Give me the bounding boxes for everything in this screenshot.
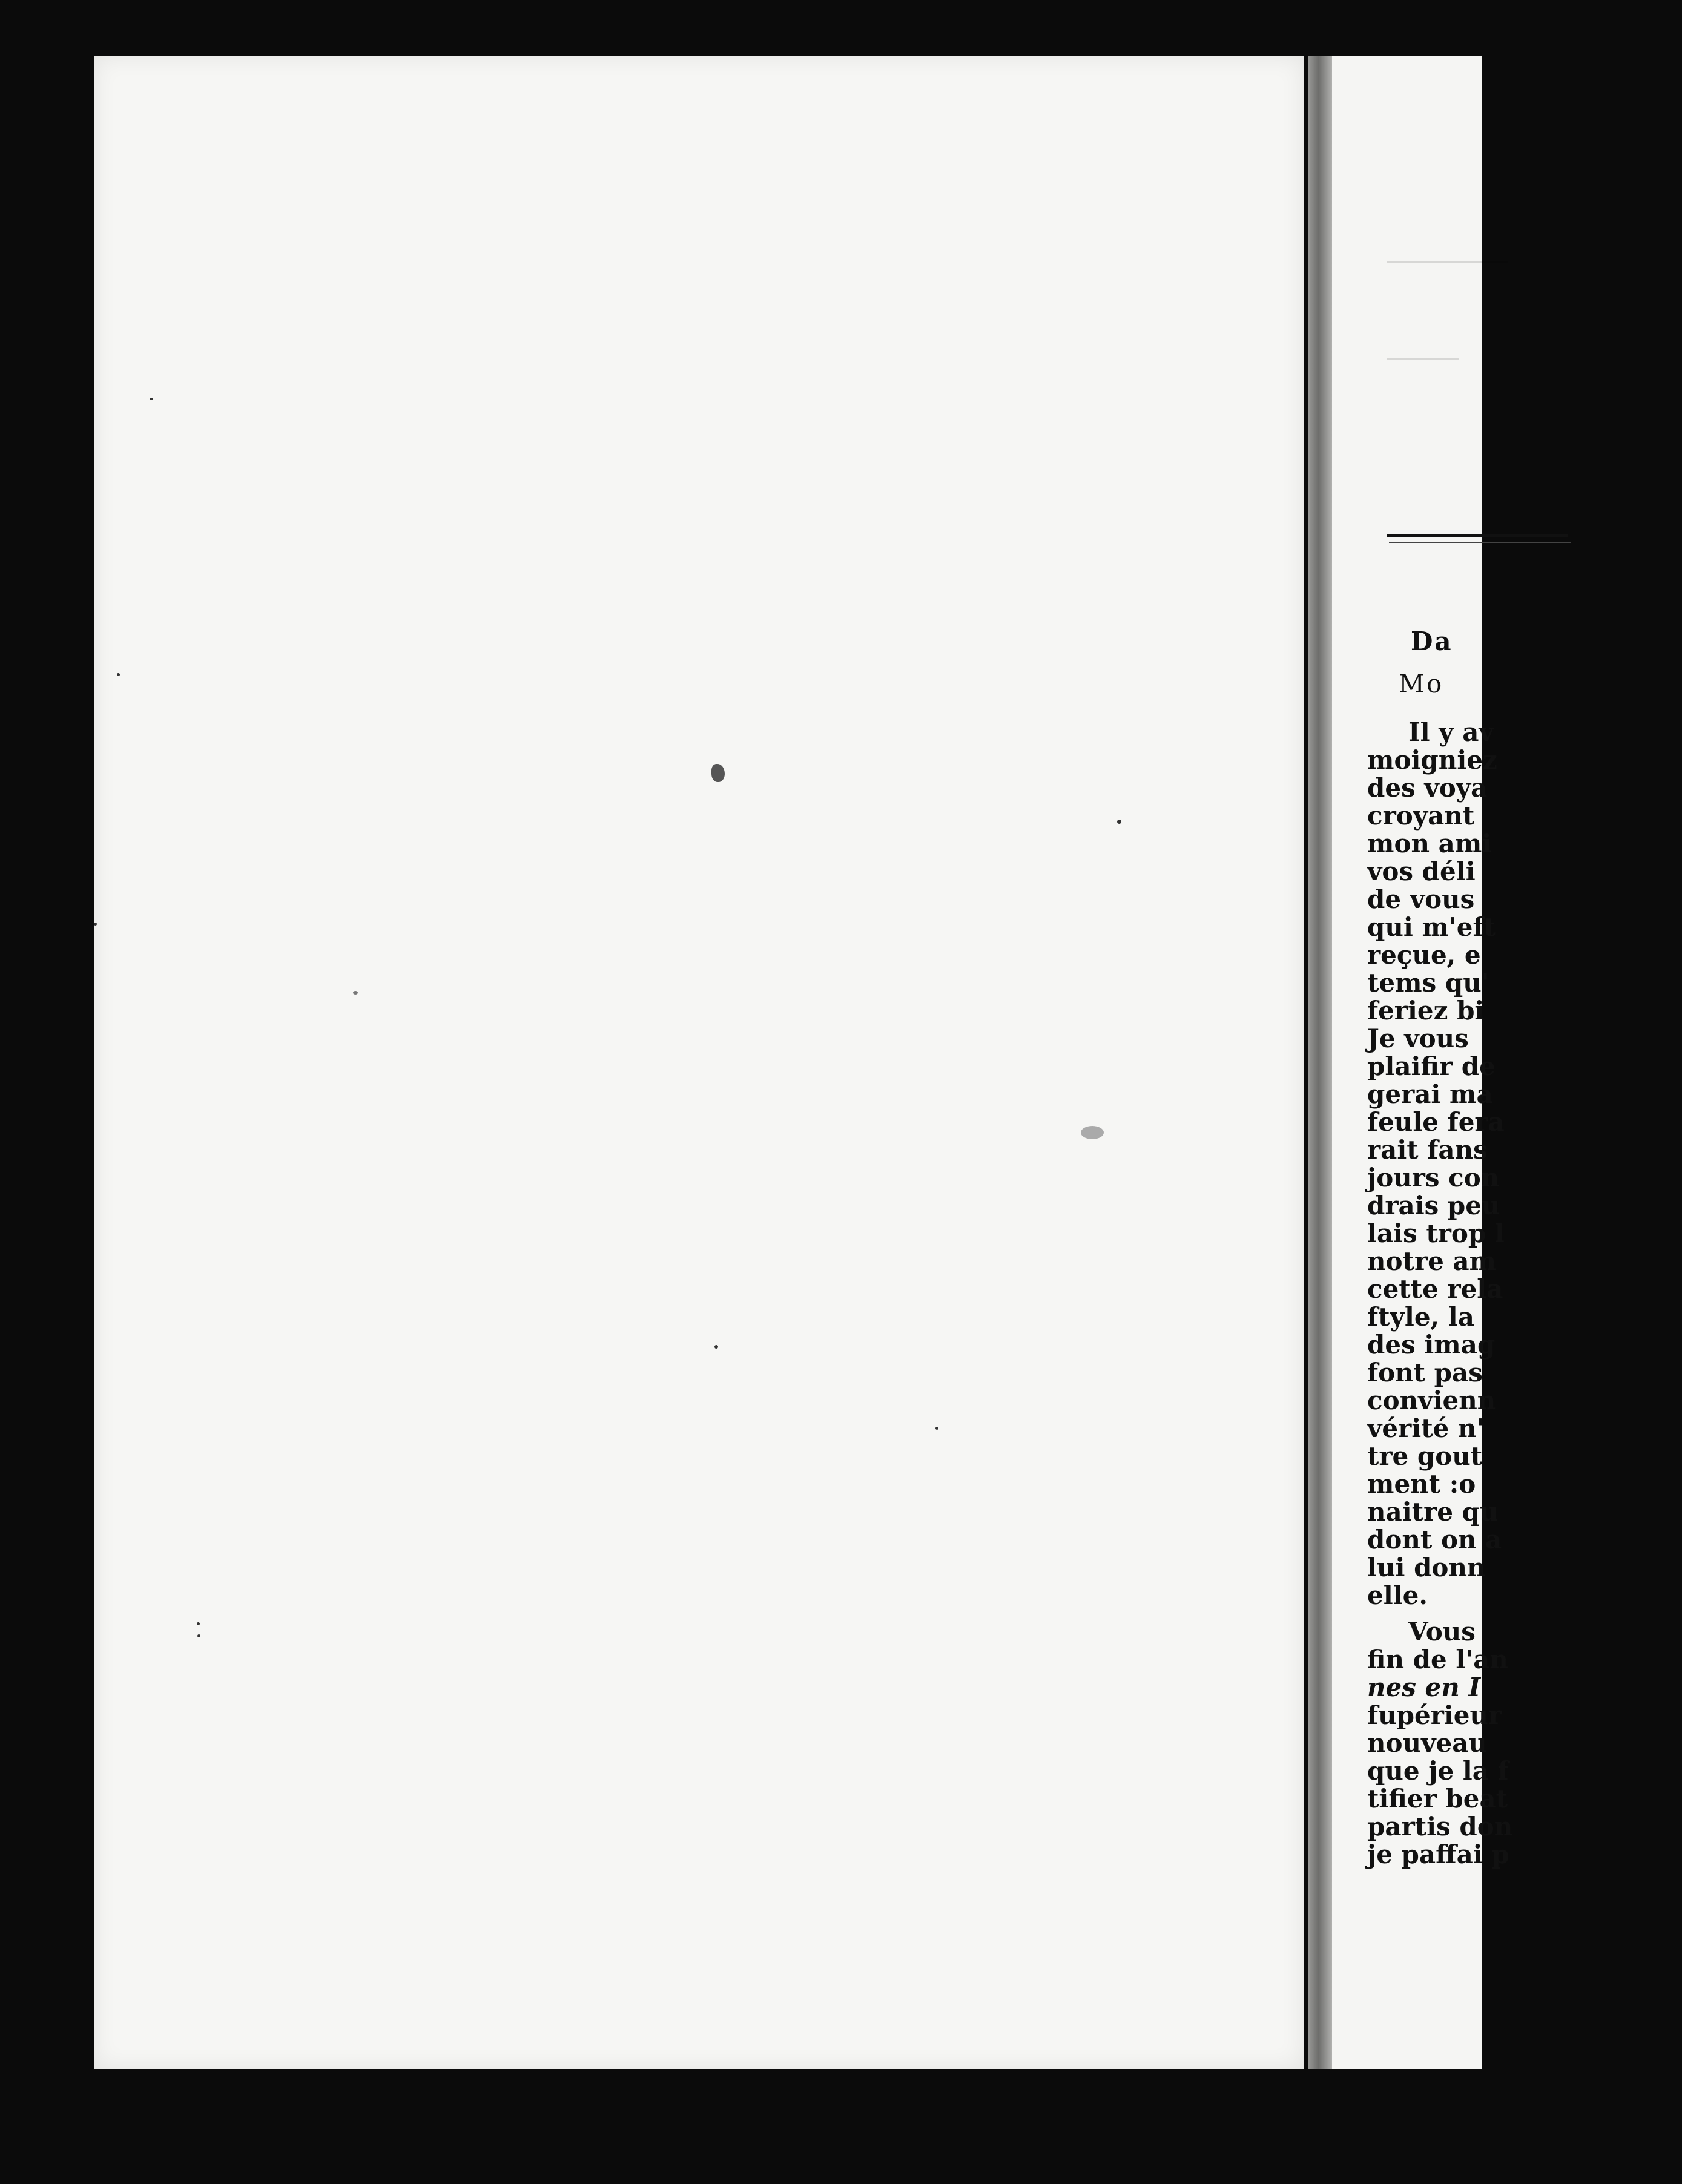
- text-line: vos déli: [1367, 857, 1476, 886]
- text-line: reçue, e: [1367, 940, 1481, 970]
- text-line: font pas: [1367, 1358, 1483, 1387]
- text-line: nes en I: [1367, 1673, 1481, 1702]
- text-line: qui m'eft: [1367, 912, 1496, 942]
- text-line: mon ami: [1367, 829, 1492, 858]
- text-line: gerai ma: [1367, 1079, 1493, 1109]
- show-through-mark: [1387, 261, 1508, 263]
- text-line: notre am: [1367, 1246, 1497, 1276]
- text-line: tems qu': [1367, 968, 1489, 998]
- text-line: vérité n': [1367, 1413, 1485, 1443]
- text-line: fupérieur: [1367, 1700, 1502, 1730]
- text-line: dont on a: [1367, 1525, 1502, 1554]
- text-line: que je la f: [1367, 1756, 1509, 1786]
- text-line: tifier beat: [1367, 1784, 1508, 1814]
- heading-line: Mo: [1399, 669, 1444, 699]
- text-line: elle.: [1367, 1580, 1428, 1610]
- text-line: lui donn: [1367, 1553, 1486, 1582]
- text-line: jours con: [1367, 1163, 1500, 1192]
- ink-speck: [1081, 1126, 1104, 1139]
- text-line: Vous: [1408, 1617, 1476, 1646]
- text-line: Je vous: [1367, 1024, 1469, 1053]
- text-line: nouveau: [1367, 1728, 1487, 1758]
- ink-speck: [117, 673, 120, 676]
- text-line: tre gout: [1367, 1441, 1483, 1471]
- ink-speck: [353, 991, 358, 995]
- text-line: moigniez: [1367, 745, 1497, 775]
- text-line: lais trop l: [1367, 1219, 1505, 1248]
- show-through-mark: [1387, 358, 1459, 360]
- text-line: plaifir de: [1367, 1051, 1496, 1081]
- book-gutter: [1308, 56, 1334, 2069]
- text-line: rait fans: [1367, 1135, 1488, 1165]
- text-line: feule fera: [1367, 1107, 1505, 1137]
- text-line: de vous: [1367, 884, 1475, 914]
- text-line: fin de l'an: [1367, 1645, 1508, 1674]
- text-line: des imag: [1367, 1330, 1496, 1360]
- text-line: ment :o: [1367, 1469, 1476, 1499]
- right-page-text: [1367, 628, 1682, 1869]
- text-line: naitre qu: [1367, 1497, 1499, 1527]
- ink-speck: [197, 1622, 200, 1625]
- ink-speck: [94, 923, 97, 926]
- right-page-partial: [1332, 56, 1513, 2069]
- text-line: des voya: [1367, 773, 1488, 803]
- text-line: drais peu: [1367, 1191, 1500, 1220]
- heading-line: Da: [1411, 627, 1453, 656]
- text-line: croyant: [1367, 801, 1475, 831]
- text-line: ftyle, la: [1367, 1302, 1474, 1332]
- text-line: feriez bi: [1367, 996, 1485, 1025]
- paragraph-2: [1367, 1618, 1682, 1869]
- blank-left-page: [94, 56, 1304, 2069]
- header-rule: [1387, 534, 1568, 537]
- ink-speck: [711, 764, 725, 782]
- text-line: convienn: [1367, 1386, 1496, 1415]
- header-rule-thin: [1389, 542, 1571, 543]
- text-line: Il y av: [1408, 717, 1494, 747]
- text-line: cette rela: [1367, 1274, 1503, 1304]
- text-line: partis don: [1367, 1812, 1513, 1841]
- ink-speck: [197, 1634, 200, 1637]
- ink-speck: [150, 398, 153, 400]
- ink-speck: [1117, 820, 1121, 824]
- text-line: je paffai p: [1367, 1840, 1509, 1869]
- ink-speck: [714, 1345, 718, 1349]
- ink-speck: [935, 1427, 938, 1430]
- paragraph-1: [1367, 719, 1682, 1610]
